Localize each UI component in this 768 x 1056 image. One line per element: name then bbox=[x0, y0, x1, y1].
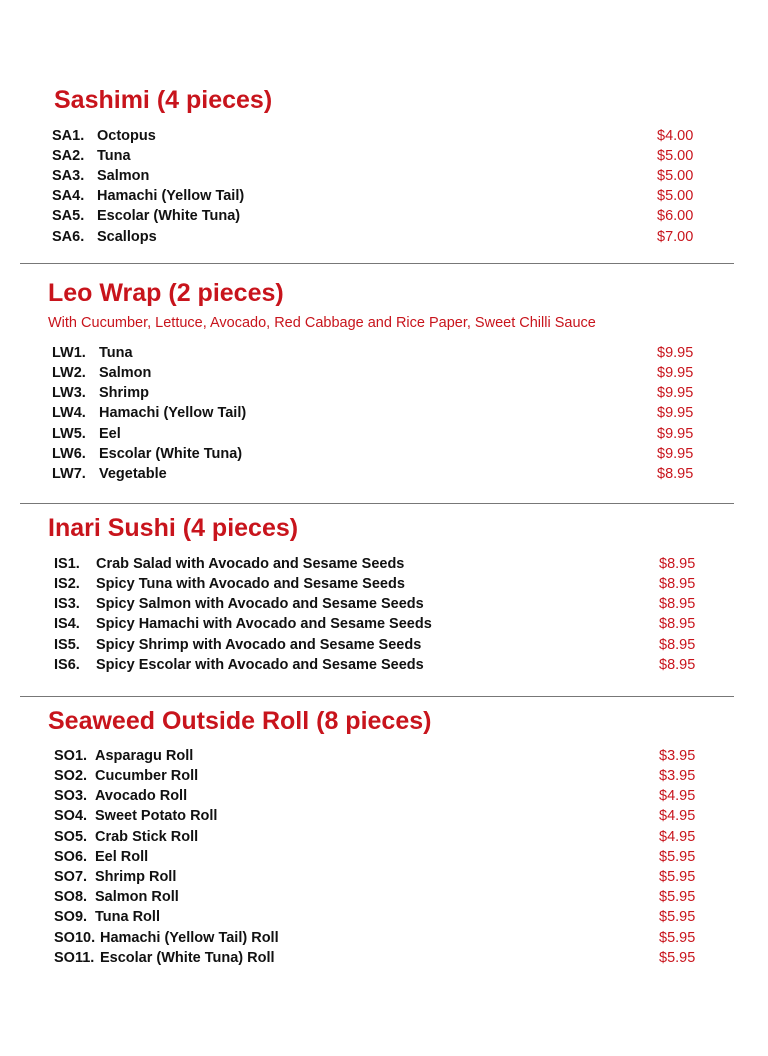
item-code: SO8. bbox=[54, 889, 88, 905]
item-name: Escolar (White Tuna) Roll bbox=[100, 950, 275, 966]
item-price: $5.00 bbox=[657, 168, 694, 184]
item-name: Sweet Potato Roll bbox=[95, 808, 218, 824]
item-name: Escolar (White Tuna) bbox=[99, 446, 243, 462]
menu-item bbox=[0, 869, 768, 889]
item-name: Crab Salad with Avocado and Sesame Seeds bbox=[96, 556, 405, 572]
item-name: Hamachi (Yellow Tail) bbox=[97, 188, 245, 204]
item-code: SA1. bbox=[52, 128, 85, 144]
menu-item bbox=[0, 576, 768, 596]
menu-item bbox=[0, 657, 768, 677]
item-price: $3.95 bbox=[659, 768, 696, 784]
item-code: IS4. bbox=[54, 616, 80, 632]
section-title-seaweed-outside-roll: Seaweed Outside Roll (8 pieces) bbox=[48, 707, 432, 735]
item-name: Hamachi (Yellow Tail) bbox=[99, 405, 247, 421]
item-price: $5.00 bbox=[657, 188, 694, 204]
menu-item bbox=[0, 909, 768, 929]
item-price: $8.95 bbox=[659, 637, 696, 653]
item-code: SO4. bbox=[54, 808, 88, 824]
item-name: Spicy Escolar with Avocado and Sesame Seeds bbox=[96, 657, 424, 673]
section-divider bbox=[20, 263, 734, 264]
item-code: SO6. bbox=[54, 849, 88, 865]
item-code: SO2. bbox=[54, 768, 88, 784]
menu-item bbox=[0, 168, 768, 188]
item-price: $8.95 bbox=[657, 466, 694, 482]
section-title-leo-wrap: Leo Wrap (2 pieces) bbox=[48, 279, 284, 307]
item-code: SA2. bbox=[52, 148, 85, 164]
item-code: SO7. bbox=[54, 869, 88, 885]
item-code: IS2. bbox=[54, 576, 80, 592]
item-price: $4.95 bbox=[659, 808, 696, 824]
menu-item bbox=[0, 829, 768, 849]
item-price: $5.95 bbox=[659, 889, 696, 905]
item-price: $8.95 bbox=[659, 657, 696, 673]
item-code: IS5. bbox=[54, 637, 80, 653]
menu-item bbox=[0, 365, 768, 385]
menu-item bbox=[0, 616, 768, 636]
item-price: $9.95 bbox=[657, 385, 694, 401]
item-code: SO1. bbox=[54, 748, 88, 764]
section-divider bbox=[20, 696, 734, 697]
item-name: Spicy Hamachi with Avocado and Sesame Seeds bbox=[96, 616, 432, 632]
item-code: LW6. bbox=[52, 446, 86, 462]
item-price: $8.95 bbox=[659, 556, 696, 572]
item-name: Salmon bbox=[99, 365, 152, 381]
section-divider bbox=[20, 503, 734, 504]
menu-item bbox=[0, 950, 768, 970]
menu-item bbox=[0, 889, 768, 909]
item-name: Shrimp bbox=[99, 385, 149, 401]
item-code: SO9. bbox=[54, 909, 88, 925]
menu-item bbox=[0, 128, 768, 148]
item-code: SO10. bbox=[54, 930, 96, 946]
item-code: LW7. bbox=[52, 466, 86, 482]
item-name: Spicy Shrimp with Avocado and Sesame Seeds bbox=[96, 637, 422, 653]
item-code: SA3. bbox=[52, 168, 85, 184]
section-title-sashimi: Sashimi (4 pieces) bbox=[54, 86, 273, 114]
item-price: $4.95 bbox=[659, 829, 696, 845]
item-name: Tuna bbox=[99, 345, 133, 361]
menu-item bbox=[0, 596, 768, 616]
menu-item bbox=[0, 466, 768, 486]
item-price: $5.95 bbox=[659, 849, 696, 865]
item-name: Salmon bbox=[97, 168, 150, 184]
item-price: $9.95 bbox=[657, 345, 694, 361]
item-price: $5.95 bbox=[659, 869, 696, 885]
item-price: $7.00 bbox=[657, 229, 694, 245]
item-code: SA5. bbox=[52, 208, 85, 224]
item-code: LW2. bbox=[52, 365, 86, 381]
menu-item bbox=[0, 188, 768, 208]
item-price: $8.95 bbox=[659, 596, 696, 612]
item-name: Spicy Tuna with Avocado and Sesame Seeds bbox=[96, 576, 405, 592]
item-name: Spicy Salmon with Avocado and Sesame Seeds bbox=[96, 596, 424, 612]
item-code: LW5. bbox=[52, 426, 86, 442]
item-name: Crab Stick Roll bbox=[95, 829, 199, 845]
item-price: $5.95 bbox=[659, 909, 696, 925]
item-price: $9.95 bbox=[657, 446, 694, 462]
item-code: IS6. bbox=[54, 657, 80, 673]
item-code: LW1. bbox=[52, 345, 86, 361]
item-code: SO5. bbox=[54, 829, 88, 845]
item-code: SA4. bbox=[52, 188, 85, 204]
item-name: Vegetable bbox=[99, 466, 167, 482]
item-price: $4.95 bbox=[659, 788, 696, 804]
menu-item bbox=[0, 385, 768, 405]
item-price: $9.95 bbox=[657, 426, 694, 442]
item-name: Shrimp Roll bbox=[95, 869, 177, 885]
item-price: $6.00 bbox=[657, 208, 694, 224]
item-name: Cucumber Roll bbox=[95, 768, 199, 784]
menu-item bbox=[0, 405, 768, 425]
item-name: Salmon Roll bbox=[95, 889, 179, 905]
item-price: $5.95 bbox=[659, 950, 696, 966]
item-price: $9.95 bbox=[657, 365, 694, 381]
item-price: $8.95 bbox=[659, 616, 696, 632]
item-code: LW3. bbox=[52, 385, 86, 401]
menu-item bbox=[0, 556, 768, 576]
item-code: IS1. bbox=[54, 556, 80, 572]
section-subtitle-leo-wrap: With Cucumber, Lettuce, Avocado, Red Cabbage and Rice Paper, Sweet Chilli Sauce bbox=[48, 315, 596, 331]
menu-item bbox=[0, 148, 768, 168]
menu-item bbox=[0, 229, 768, 249]
item-name: Octopus bbox=[97, 128, 156, 144]
menu-item bbox=[0, 768, 768, 788]
menu-item bbox=[0, 446, 768, 466]
item-price: $5.95 bbox=[659, 930, 696, 946]
item-price: $3.95 bbox=[659, 748, 696, 764]
item-price: $5.00 bbox=[657, 148, 694, 164]
item-name: Asparagu Roll bbox=[95, 748, 194, 764]
menu-item bbox=[0, 748, 768, 768]
menu-item bbox=[0, 208, 768, 228]
item-name: Escolar (White Tuna) bbox=[97, 208, 241, 224]
item-price: $8.95 bbox=[659, 576, 696, 592]
item-code: LW4. bbox=[52, 405, 86, 421]
item-price: $9.95 bbox=[657, 405, 694, 421]
menu-item bbox=[0, 808, 768, 828]
menu-item bbox=[0, 426, 768, 446]
menu-item bbox=[0, 637, 768, 657]
item-name: Tuna bbox=[97, 148, 131, 164]
item-code: IS3. bbox=[54, 596, 80, 612]
item-price: $4.00 bbox=[657, 128, 694, 144]
item-name: Avocado Roll bbox=[95, 788, 188, 804]
item-code: SO11. bbox=[54, 950, 95, 966]
menu-item bbox=[0, 849, 768, 869]
item-name: Tuna Roll bbox=[95, 909, 160, 925]
item-name: Hamachi (Yellow Tail) Roll bbox=[100, 930, 279, 946]
menu-item bbox=[0, 930, 768, 950]
section-title-inari-sushi: Inari Sushi (4 pieces) bbox=[48, 514, 299, 542]
item-code: SO3. bbox=[54, 788, 88, 804]
menu-item bbox=[0, 345, 768, 365]
item-name: Eel Roll bbox=[95, 849, 149, 865]
item-code: SA6. bbox=[52, 229, 85, 245]
menu-item bbox=[0, 788, 768, 808]
item-name: Eel bbox=[99, 426, 121, 442]
item-name: Scallops bbox=[97, 229, 157, 245]
